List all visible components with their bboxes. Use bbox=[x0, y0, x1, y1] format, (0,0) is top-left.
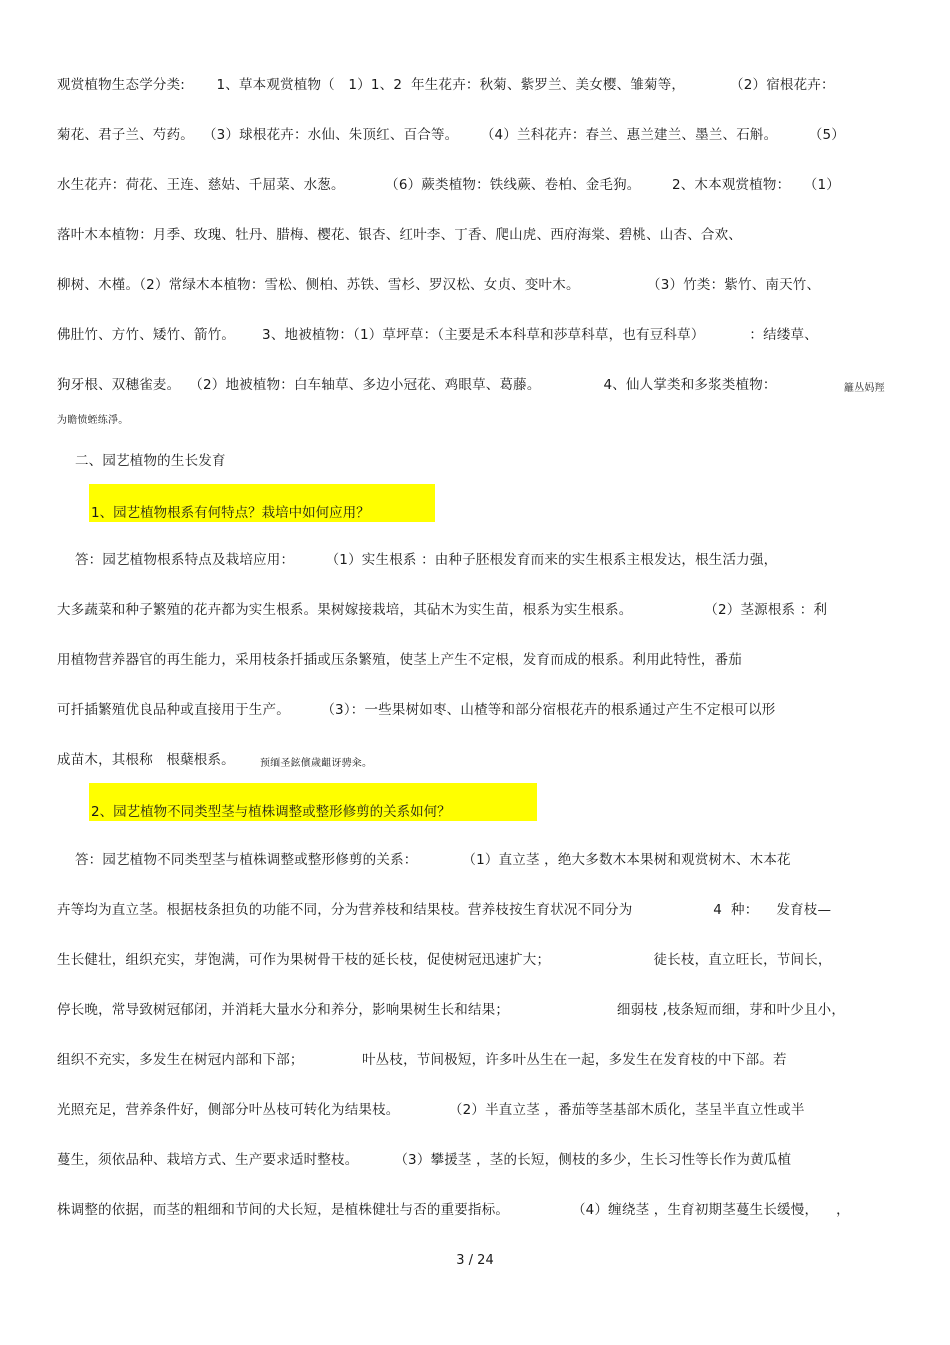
garbled-text-1: 籬丛妈羥 bbox=[844, 383, 885, 394]
text-line-1: 观赏植物生态学分类: 1、草本观赏植物（ 1）1、2 年生花卉：秋菊、紫罗兰、美女樱、雏菊等， （2）宿根花卉： bbox=[57, 77, 835, 93]
question-2: 2、园艺植物不同类型茎与植株调整或整形修剪的关系如何？ bbox=[91, 804, 451, 820]
garbled-text-3: 预缅圣鉉儐歲齟讶骋籴。 bbox=[260, 758, 373, 769]
text-line-2: 菊花、君子兰、芍药。 （3）球根花卉：水仙、朱顶红、百合等。 （4）兰科花卉：春兰、惠兰建兰、墨兰、石斛。 （5） bbox=[57, 127, 845, 143]
text-line-19: 蔓生，须依品种、栽培方式、生产要求适时整枝。 （3）攀援茎 ，茎的长短，侧枝的多少，生长习性等长作为黄瓜植 bbox=[57, 1152, 792, 1168]
text-line-13: 答：园艺植物不同类型茎与植株调整或整形修剪的关系： （1）直立茎 ，绝大多数木本果树和观赏树木、木本花 bbox=[57, 852, 791, 868]
text-line-9: 大多蔬菜和种子繁殖的花卉都为实生根系。果树嫁接栽培，其砧木为实生苗，根系为实生根系。 （2）茎源根系 ：利 bbox=[57, 602, 828, 618]
text-line-17: 组织不充实，多发生在树冠内部和下部； 叶丛枝，节间极短，许多叶丛生在一起，多发生在发育枝的中下部。若 bbox=[57, 1052, 787, 1068]
text-line-7: 狗牙根、双穗雀麦。 （2）地被植物：白车轴草、多边小冠花、鸡眼草、葛藤。 4、仙人掌类和多浆类植物： bbox=[57, 377, 777, 393]
section-heading: 二、园艺植物的生长发育 bbox=[57, 453, 226, 469]
text-line-10: 用植物营养器官的再生能力，采用枝条扦插或压条繁殖，使茎上产生不定根，发育而成的根系。利用此特性，番茄 bbox=[57, 652, 742, 668]
text-line-12: 成苗木，其根称 根蘖根系。 bbox=[57, 752, 235, 768]
text-line-8: 答：园艺植物根系特点及栽培应用： （1）实生根系 ：由种子胚根发育而来的实生根系主根发达，根生活力强， bbox=[57, 552, 778, 568]
text-line-18: 光照充足，营养条件好，侧部分叶丛枝可转化为结果枝。 （2）半直立茎 ，番茄等茎基部木质化，茎呈半直立性或半 bbox=[57, 1102, 805, 1118]
text-line-15: 生长健壮，组织充实，芽饱满，可作为果树骨干枝的延长枝，促使树冠迅速扩大； 徒长枝，直立旺长，节间长， bbox=[57, 952, 832, 968]
text-line-20: 株调整的依据，而茎的粗细和节间的犬长短，是植株健壮与否的重要指标。 （4）缠绕茎 ，生育初期茎蔓生长缓慢， ， bbox=[57, 1202, 850, 1218]
text-line-3: 水生花卉：荷花、王连、慈姑、千屈菜、水葱。 （6）蕨类植物：铁线蕨、卷柏、金毛狗。 2、木本观赏植物： （1） bbox=[57, 177, 840, 193]
page-number: 3 / 24 bbox=[456, 1253, 494, 1268]
question-1: 1、园艺植物根系有何特点？栽培中如何应用？ bbox=[91, 505, 370, 521]
text-line-4: 落叶木本植物：月季、玫瑰、牡丹、腊梅、樱花、银杏、红叶李、丁香、爬山虎、西府海棠、碧桃、山杏、合欢、 bbox=[57, 227, 742, 243]
text-line-11: 可扦插繁殖优良品种或直接用于生产。 （3）：一些果树如枣、山楂等和部分宿根花卉的根系通过产生不定根可以形 bbox=[57, 702, 776, 718]
text-line-16: 停长晚，常导致树冠郁闭，并消耗大量水分和养分，影响果树生长和结果； 细弱枝 ,枝条短而细，芽和叶少且小， bbox=[57, 1002, 846, 1018]
text-line-14: 卉等均为直立茎。根据枝条担负的功能不同，分为营养枝和结果枝。营养枝按生育状况不同分为 4 种： 发育枝— bbox=[57, 902, 832, 918]
text-line-5: 柳树、木槿。（2）常绿木本植物：雪松、侧柏、苏铁、雪杉、罗汉松、女贞、变叶木。 （3）竹类：紫竹、南天竹、 bbox=[57, 277, 821, 293]
garbled-text-2: 为瞻愤蛭练淨。 bbox=[57, 415, 129, 426]
text-line-6: 佛肚竹、方竹、矮竹、箭竹。 3、地被植物：（1）草坪草：（主要是禾本科草和莎草科草，也有豆科草） ：结缕草、 bbox=[57, 327, 818, 343]
